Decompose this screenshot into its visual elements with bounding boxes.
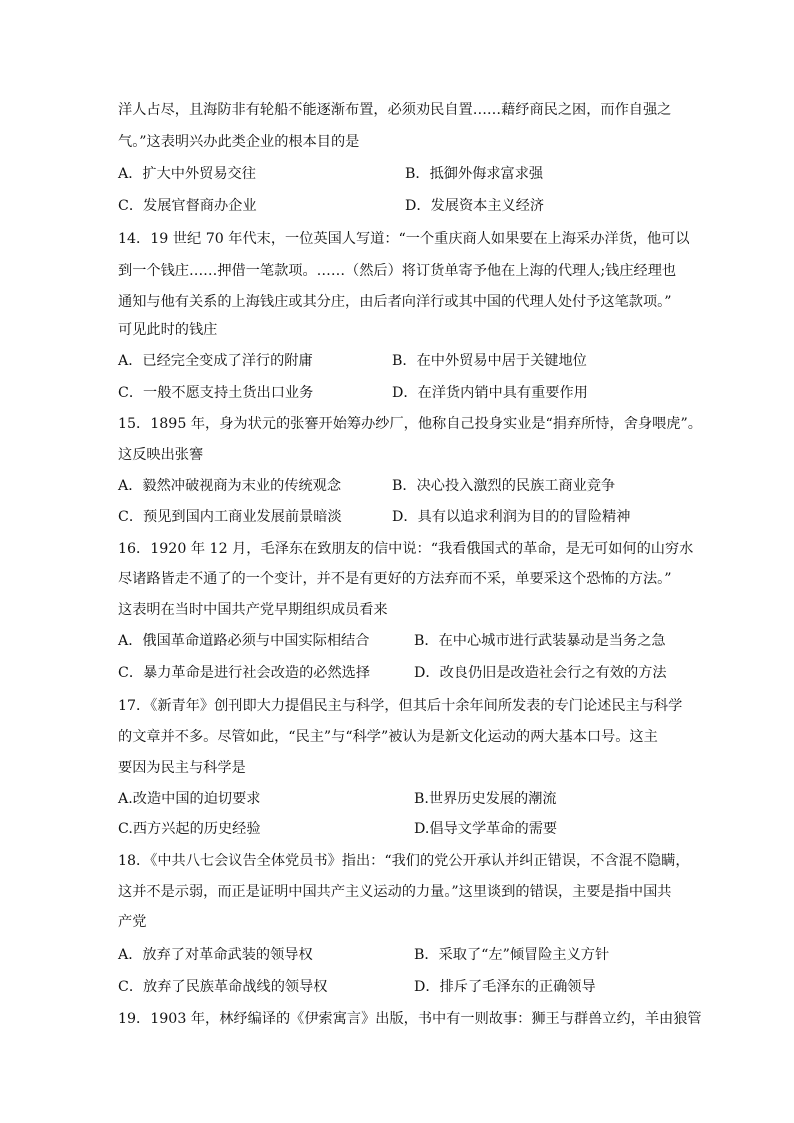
- q16-stem-line-1: 16．1920 年 12 月，毛泽东在致朋友的信中说：“我看俄国式的革命，是无可如何的山穷水: [118, 541, 694, 557]
- q17-option-d: D.倡导文学革命的需要: [414, 821, 558, 837]
- q19-stem-line-1: 19．1903 年，林纾编译的《伊索寓言》出版，书中有一则故事：狮王与群兽立约，羊由狼管: [118, 1011, 702, 1027]
- q14-stem-line-1: 14．19 世纪 70 年代末，一位英国人写道：“一个重庆商人如果要在上海采办洋货，他可以: [118, 231, 690, 247]
- q14-stem-line-4: 可见此时的钱庄: [118, 322, 218, 338]
- q15-option-d: D．具有以追求利润为目的的冒险精神: [392, 509, 631, 525]
- q15-option-c: C．预见到国内工商业发展前景暗淡: [118, 509, 342, 525]
- q14-option-b: B．在中外贸易中居于关键地位: [392, 353, 587, 369]
- q18-option-c: C．放弃了民族革命战线的领导权: [118, 979, 328, 995]
- q14-option-c: C．一般不愿支持土货出口业务: [118, 385, 314, 401]
- q15-stem-line-2: 这反映出张謇: [118, 447, 204, 463]
- intro-line-2: 气。”这表明兴办此类企业的根本目的是: [118, 134, 360, 150]
- q13-option-d: D．发展资本主义经济: [405, 198, 545, 214]
- q16-option-b: B．在中心城市进行武装暴动是当务之急: [414, 633, 666, 649]
- q15-option-b: B．决心投入激烈的民族工商业竞争: [392, 478, 616, 494]
- q18-option-b: B．采取了“左”倾冒险主义方针: [414, 947, 610, 963]
- q14-stem-line-3: 通知与他有关系的上海钱庄或其分庄，由后者向洋行或其中国的代理人处付予这笔款项。”: [118, 294, 672, 310]
- q16-option-d: D．改良仍旧是改造社会行之有效的方法: [414, 665, 667, 681]
- q17-stem-line-1: 17．《新青年》创刊即大力提倡民主与科学，但其后十余年间所发表的专门论述民主与科学: [118, 698, 683, 714]
- q17-option-c: C.西方兴起的历史经验: [118, 821, 261, 837]
- q14-stem-line-2: 到一个钱庄……押借一笔款项。……（然后）将订货单寄予他在上海的代理人;钱庄经理也: [118, 263, 677, 279]
- q13-option-b: B．抵御外侮求富求强: [405, 166, 544, 182]
- q16-stem-line-2: 尽诸路皆走不通了的一个变计，并不是有更好的方法弃而不采，单要采这个恐怖的方法。”: [118, 571, 672, 587]
- q16-option-c: C．暴力革命是进行社会改造的必然选择: [118, 665, 371, 681]
- q18-option-d: D．排斥了毛泽东的正确领导: [414, 979, 596, 995]
- q18-option-a: A．放弃了对革命武装的领导权: [118, 947, 313, 963]
- q17-option-a: A.改造中国的迫切要求: [118, 791, 261, 807]
- q15-stem-line-1: 15．1895 年，身为状元的张謇开始筹办纱厂，他称自己投身实业是“捐弃所恃，舍身喂虎”。: [118, 416, 702, 432]
- q14-option-d: D．在洋货内销中具有重要作用: [392, 385, 588, 401]
- q16-option-a: A．俄国革命道路必须与中国实际相结合: [118, 633, 370, 649]
- intro-line-1: 洋人占尽，且海防非有轮船不能逐渐布置，必须劝民自置……藉纾商民之困，而作自强之: [118, 102, 672, 118]
- q17-option-b: B.世界历史发展的潮流: [414, 791, 557, 807]
- q18-stem-line-1: 18．《中共八七会议告全体党员书》指出：“我们的党公开承认并纠正错误，不含混不隐瞒，: [118, 853, 690, 869]
- q18-stem-line-2: 这并不是示弱，而正是证明中国共产主义运动的力量。”这里谈到的错误，主要是指中国共: [118, 884, 672, 900]
- q18-stem-line-3: 产党: [118, 914, 147, 930]
- q17-stem-line-2: 的文章并不多。尽管如此，“民主”与“科学”被认为是新文化运动的两大基本口号。这主: [118, 729, 658, 745]
- q17-stem-line-3: 要因为民主与科学是: [118, 760, 246, 776]
- q13-option-c: C．发展官督商办企业: [118, 198, 257, 214]
- q13-option-a: A．扩大中外贸易交往: [118, 166, 256, 182]
- q14-option-a: A．已经完全变成了洋行的附庸: [118, 353, 313, 369]
- q16-stem-line-3: 这表明在当时中国共产党早期组织成员看来: [118, 602, 388, 618]
- q15-option-a: A．毅然冲破视商为末业的传统观念: [118, 478, 342, 494]
